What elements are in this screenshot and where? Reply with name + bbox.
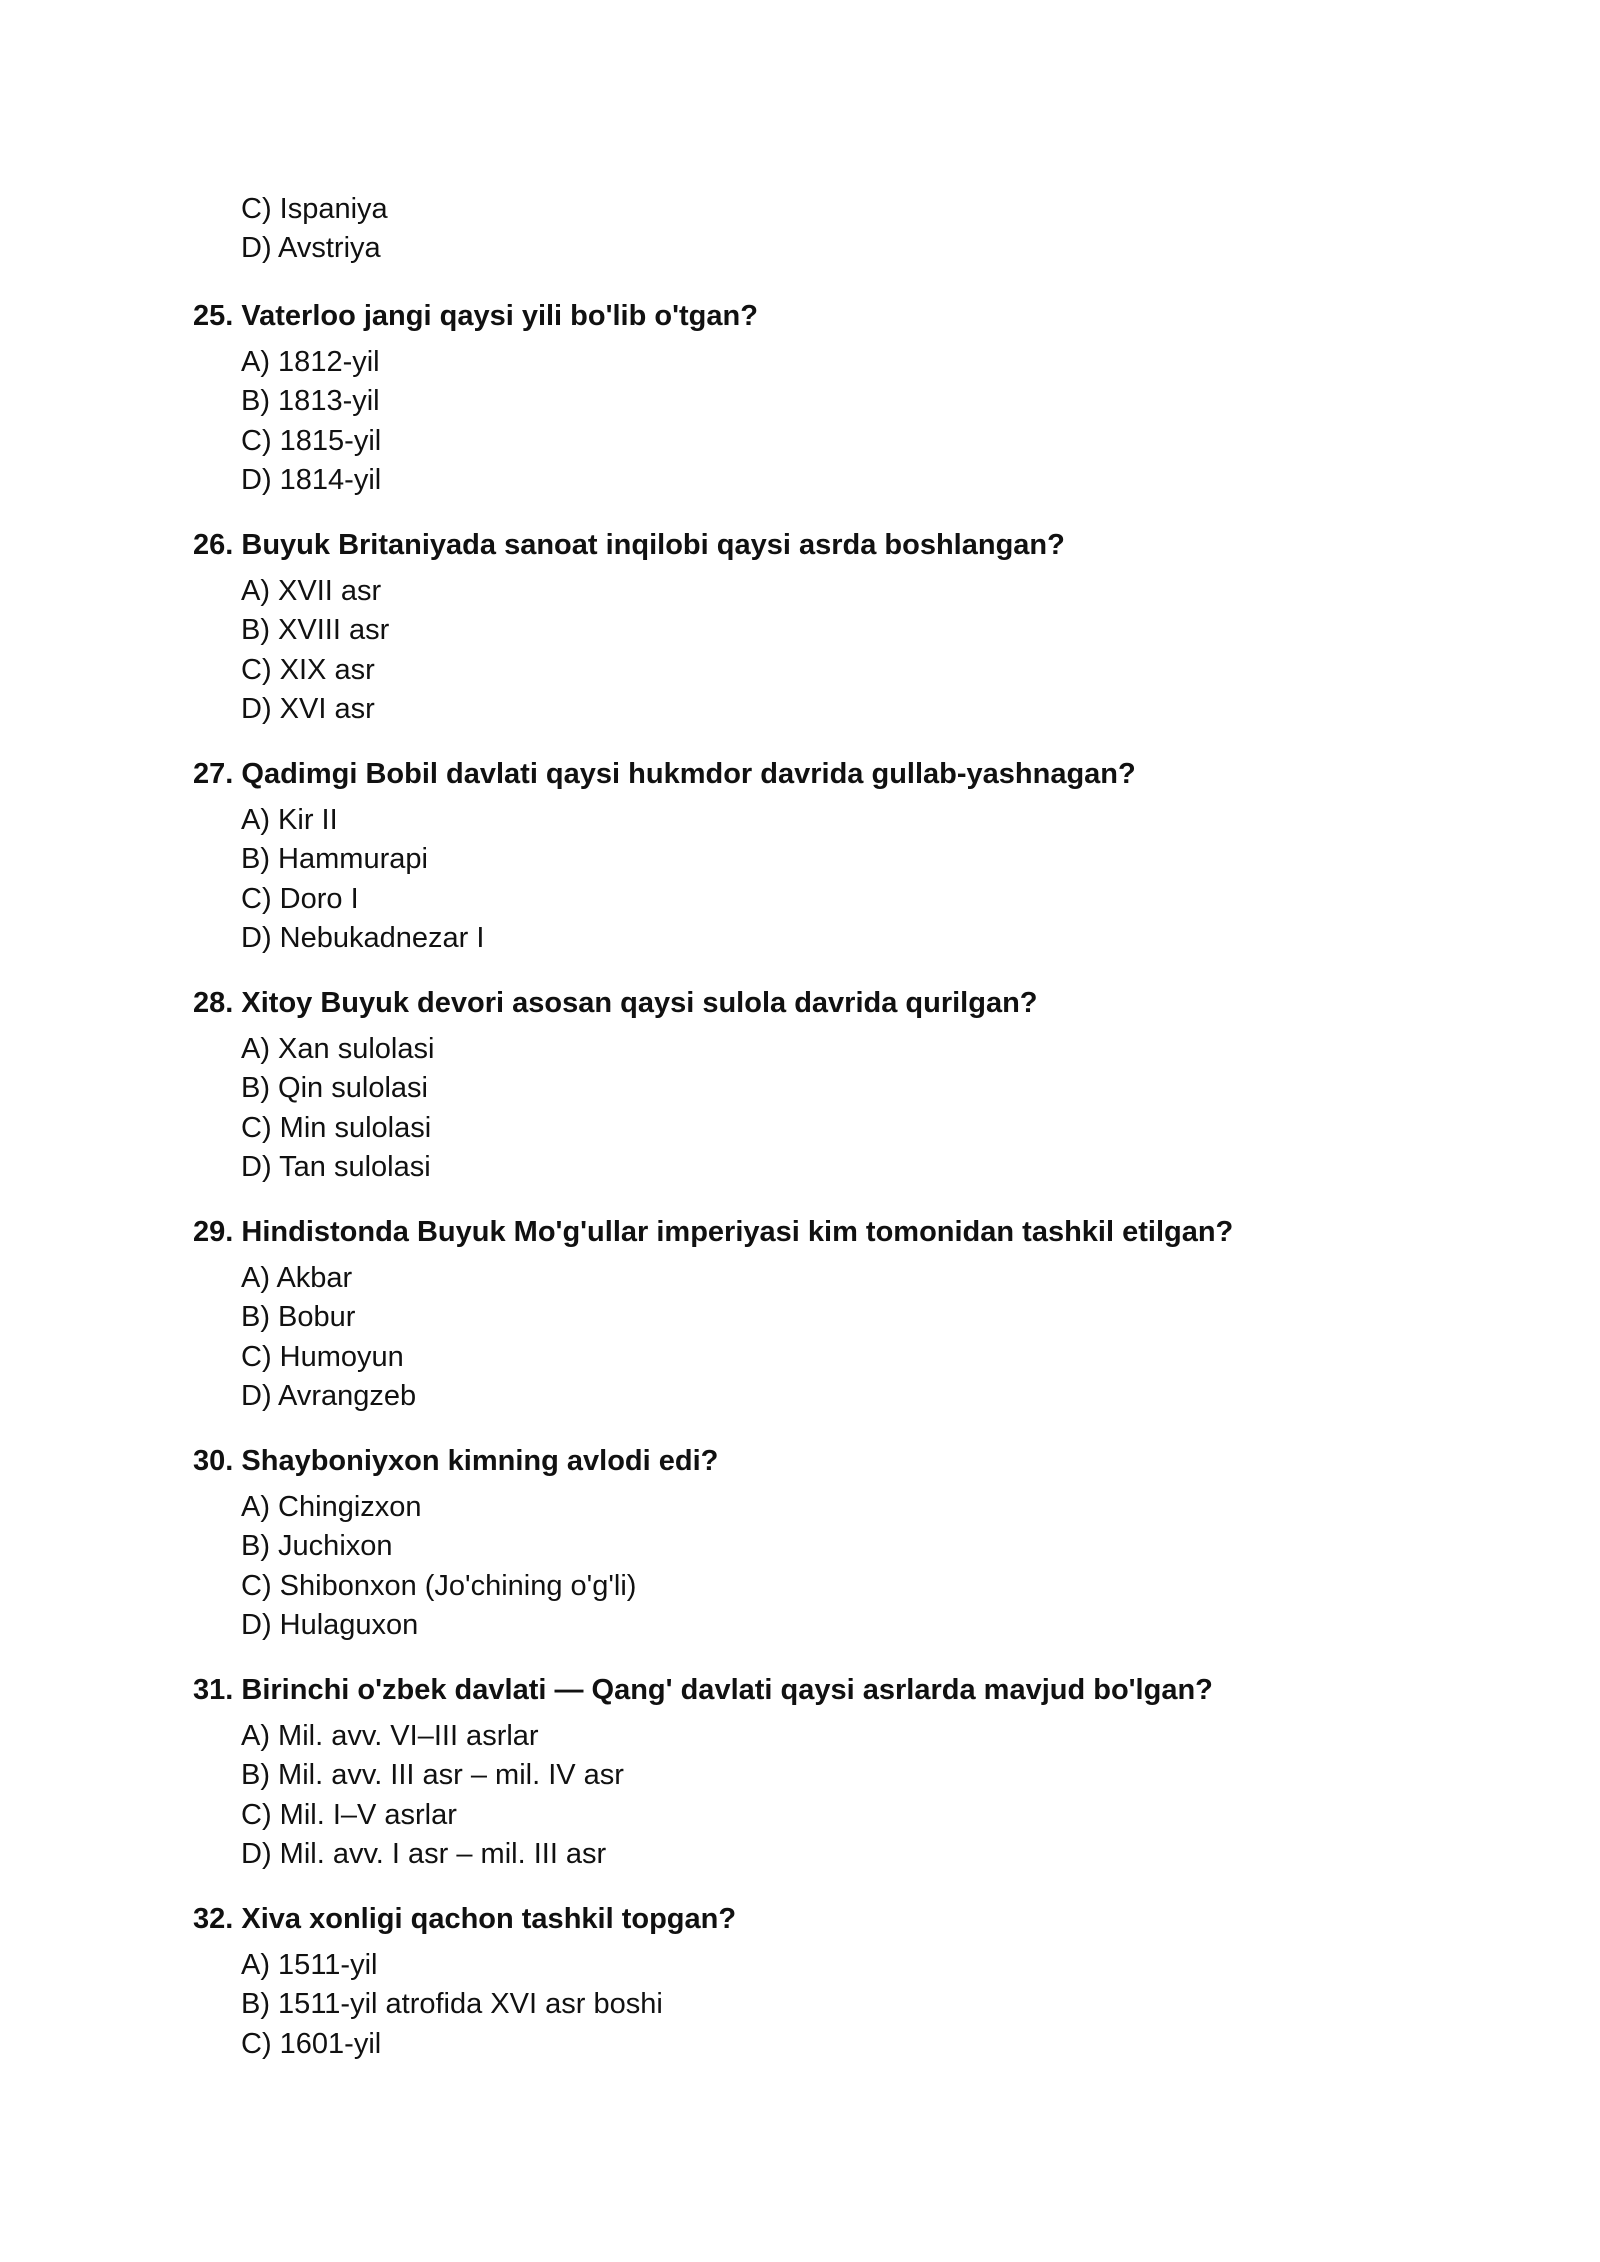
question-text: Xiva xonligi qachon tashkil topgan?: [241, 1903, 737, 1935]
question-title: [193, 983, 1493, 1023]
option-item: A) XVII asr: [241, 575, 382, 607]
option-item: C) Min sulolasi: [241, 1111, 432, 1144]
question-number: 28.: [193, 987, 234, 1019]
option-item: A) 1812-yil: [241, 346, 380, 378]
option-item: C) Humoyun: [241, 1340, 404, 1373]
option-item: A) Chingizxon: [241, 1491, 422, 1523]
question-29: [193, 1212, 1493, 1416]
option-item: C) XIX asr: [241, 653, 375, 686]
question-title: [193, 1441, 1493, 1481]
question-26: [193, 525, 1493, 729]
option-item: A) Xan sulolasi: [241, 1033, 435, 1065]
answer-options: [241, 1946, 1493, 2064]
question-number: 26.: [193, 529, 234, 561]
question-number: 29.: [193, 1216, 234, 1248]
option-item: C) Doro I: [241, 882, 359, 915]
option-item: A) 1511-yil: [241, 1949, 378, 1981]
option-item: C) Shibonxon (Jo'chining o'g'li): [241, 1569, 637, 1602]
answer-options: [241, 343, 1493, 500]
question-number: 25.: [193, 300, 234, 332]
option-item: C) 1601-yil: [241, 2027, 382, 2060]
option-item: B) Juchixon: [241, 1530, 393, 1563]
previous-question-options: [241, 190, 388, 269]
option-item: B) Qin sulolasi: [241, 1072, 428, 1105]
question-31: [193, 1670, 1493, 1874]
option-item: B) 1813-yil: [241, 385, 380, 418]
option-item: D) Nebukadnezar I: [241, 921, 485, 954]
option-item: C) Ispaniya: [241, 193, 388, 225]
option-item: B) XVIII asr: [241, 614, 390, 647]
option-item: D) 1814-yil: [241, 463, 382, 496]
option-item: C) Mil. I–V asrlar: [241, 1798, 457, 1831]
question-number: 27.: [193, 758, 234, 790]
option-item: D) Hulaguxon: [241, 1608, 419, 1641]
option-item: A) Mil. avv. VI–III asrlar: [241, 1720, 539, 1752]
question-text: Buyuk Britaniyada sanoat inqilobi qaysi asrda boshlangan?: [241, 529, 1065, 561]
option-item: B) Hammurapi: [241, 843, 428, 876]
question-number: 32.: [193, 1903, 234, 1935]
question-title: [193, 1899, 1493, 1939]
question-title: [193, 525, 1493, 565]
option-item: B) Bobur: [241, 1301, 356, 1334]
option-item: D) Avstriya: [241, 232, 381, 265]
option-item: A) Kir II: [241, 804, 338, 836]
question-text: Hindistonda Buyuk Mo'g'ullar imperiyasi kim tomonidan tashkil etilgan?: [241, 1216, 1234, 1248]
question-28: [193, 983, 1493, 1187]
option-item: A) Akbar: [241, 1262, 353, 1294]
option-item: D) Mil. avv. I asr – mil. III asr: [241, 1837, 607, 1870]
option-item: C) 1815-yil: [241, 424, 382, 457]
question-text: Xitoy Buyuk devori asosan qaysi sulola davrida qurilgan?: [241, 987, 1038, 1019]
question-32: [193, 1899, 1493, 2064]
option-item: D) Tan sulolasi: [241, 1150, 431, 1183]
question-25: [193, 296, 1493, 500]
option-item: D) Avrangzeb: [241, 1379, 417, 1412]
answer-options: [241, 1488, 1493, 1645]
option-item: B) Mil. avv. III asr – mil. IV asr: [241, 1759, 624, 1792]
question-text: Shayboniyxon kimning avlodi edi?: [241, 1445, 719, 1477]
question-text: Qadimgi Bobil davlati qaysi hukmdor davrida gullab-yashnagan?: [241, 758, 1136, 790]
question-27: [193, 754, 1493, 958]
question-text: Vaterloo jangi qaysi yili bo'lib o'tgan?: [241, 300, 758, 332]
question-number: 30.: [193, 1445, 234, 1477]
question-text: Birinchi o'zbek davlati — Qang' davlati qaysi asrlarda mavjud bo'lgan?: [241, 1674, 1213, 1706]
answer-options: [241, 801, 1493, 958]
answer-options: [241, 1259, 1493, 1416]
answer-options: [241, 1717, 1493, 1874]
answer-options: [241, 572, 1493, 729]
question-30: [193, 1441, 1493, 1645]
option-item: B) 1511-yil atrofida XVI asr boshi: [241, 1988, 663, 2021]
question-title: [193, 754, 1493, 794]
question-title: [193, 296, 1493, 336]
question-number: 31.: [193, 1674, 234, 1706]
question-title: [193, 1670, 1493, 1710]
question-title: [193, 1212, 1493, 1252]
answer-options: [241, 1030, 1493, 1187]
option-item: D) XVI asr: [241, 692, 375, 725]
